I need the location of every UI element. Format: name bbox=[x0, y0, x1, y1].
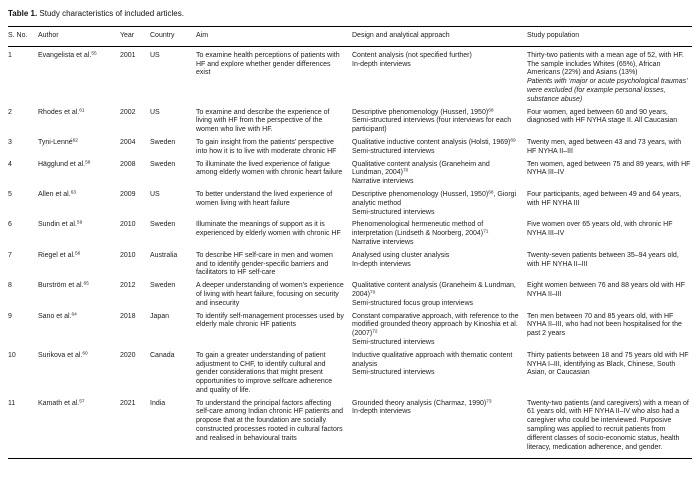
cell-country: Japan bbox=[150, 312, 170, 320]
cell-year: 2020 bbox=[120, 351, 136, 359]
study-population-text: Eight women between 76 and 88 years old with HF NYHA II–III bbox=[527, 282, 685, 298]
study-population-text: Four participants, aged between 49 and 64 years, with HF NYHA III bbox=[527, 190, 682, 207]
cell-study-population bbox=[527, 311, 692, 350]
cell-author: Hägglund et al.$^{58}$ bbox=[38, 160, 91, 168]
cell-design-approach: Qualitative content analysis (Graneheim and Lundman, 2004)$^{70}$ Narrative interviews bbox=[352, 160, 490, 186]
cell-design-approach: Qualitative inductive content analysis (Holsti, 1969)$^{69}$ Semi-structured interviews bbox=[352, 138, 516, 155]
cell-serial-number: 10 bbox=[8, 351, 16, 359]
cell-study-population bbox=[527, 137, 692, 159]
study-population-text: Five women over 65 years old, with chronic HF NYHA III–IV bbox=[527, 221, 673, 238]
cell-design-approach: Content analysis (not specified further) In-depth interviews bbox=[352, 51, 472, 68]
study-population-text: Thirty-two patients with a mean age of 52, with HF. The sample includes Whites (65%), African Americans (22%) and Asians (13%) bbox=[527, 51, 684, 77]
cell-year: 2021 bbox=[120, 399, 136, 407]
cell-country: Australia bbox=[150, 251, 178, 259]
cell-study-population bbox=[527, 219, 692, 249]
cell-study-population bbox=[527, 189, 692, 219]
cell-author: Surikova et al.$^{60}$ bbox=[38, 351, 88, 359]
study-population-text: Twenty men, aged between 43 and 73 years, with HF NYHA II–III bbox=[527, 138, 682, 155]
cell-country: Sweden bbox=[150, 282, 176, 290]
cell-country: India bbox=[150, 399, 166, 407]
col-header-year: Year bbox=[120, 27, 150, 47]
cell-study-population bbox=[527, 46, 692, 106]
study-population-text: Ten men between 70 and 85 years old, with HF NYHA II–III, who had not been hospitalised for the past 2 years bbox=[527, 312, 682, 338]
cell-serial-number: 9 bbox=[8, 312, 12, 320]
cell-year: 2010 bbox=[120, 221, 136, 229]
cell-year: 2010 bbox=[120, 251, 136, 259]
cell-country: US bbox=[150, 190, 160, 198]
cell-aim: To examine and describe the experience of living with HF from the perspective of the women who live with HF. bbox=[196, 108, 330, 134]
cell-serial-number: 2 bbox=[8, 108, 12, 116]
cell-year: 2008 bbox=[120, 160, 136, 168]
cell-serial-number: 11 bbox=[8, 399, 16, 407]
table-row bbox=[8, 137, 692, 159]
header-row bbox=[8, 27, 692, 47]
cell-design-approach: Qualitative content analysis (Graneheim & Lundman, 2004)$^{70}$ Semi-structured focus group interviews bbox=[352, 282, 516, 307]
cell-serial-number: 5 bbox=[8, 190, 12, 198]
col-header-population: Study population bbox=[527, 27, 692, 47]
study-characteristics-table bbox=[8, 26, 692, 459]
table-row bbox=[8, 398, 692, 459]
table-row bbox=[8, 350, 692, 398]
cell-design-approach: Constant comparative approach, with reference to the modified grounded theory approach by Kinoshia et al. $(2007)^{72}$ Semi-structured interviews bbox=[352, 312, 519, 346]
cell-country: Sweden bbox=[150, 160, 176, 168]
cell-study-population bbox=[527, 107, 692, 137]
cell-aim: To describe HF self-care in men and women and to identify gender-specific barriers and facilitators to HF self-care bbox=[196, 251, 333, 277]
cell-aim: To examine health perceptions of patients with HF and explore whether gender differences exist bbox=[196, 51, 340, 77]
cell-country: Sweden bbox=[150, 221, 176, 229]
table-row bbox=[8, 219, 692, 249]
cell-country: US bbox=[150, 108, 160, 116]
study-population-text: Thirty patients between 18 and 75 years old with HF NYHA I–III, identifying as Black, Chinese, South Asian, or Caucasian bbox=[527, 351, 689, 377]
study-population-text: Twenty-seven patients between 35–94 years old, with HF NYHA II–III bbox=[527, 251, 679, 268]
col-header-sno: S. No. bbox=[8, 27, 38, 47]
cell-aim: To illuminate the lived experience of fatigue among elderly women with chronic heart failure bbox=[196, 160, 343, 177]
col-header-country: Country bbox=[150, 27, 196, 47]
table-row bbox=[8, 250, 692, 280]
cell-aim: To gain insight from the patients’ perspective into how it is to live with moderate chronic HF bbox=[196, 138, 337, 155]
cell-aim: To better understand the lived experience of women living with heart failure bbox=[196, 190, 333, 207]
col-header-design: Design and analytical approach bbox=[352, 27, 527, 47]
cell-aim: A deeper understanding of women’s experience of living with heart failure, focusing on security and insecurity bbox=[196, 282, 344, 307]
table-row bbox=[8, 46, 692, 106]
cell-serial-number: 7 bbox=[8, 251, 12, 259]
cell-design-approach: Grounded theory analysis (Charmaz, 1990)$^{73}$ In-depth interviews bbox=[352, 399, 492, 416]
study-population-text: Ten women, aged between 75 and 89 years, with HF NYHA III–IV bbox=[527, 160, 691, 177]
study-population-text: Four women, aged between 60 and 90 years, diagnosed with HF NYHA stage II. All Caucasian bbox=[527, 108, 678, 125]
study-population-note: Patients with ‘major or acute psychological traumas’ were excluded (for example personal losses, substance abuse) bbox=[527, 78, 688, 103]
table-row bbox=[8, 189, 692, 219]
cell-study-population bbox=[527, 350, 692, 398]
col-header-author: Author bbox=[38, 27, 120, 47]
cell-author: Evangelista et al.$^{55}$ bbox=[38, 51, 97, 59]
cell-study-population bbox=[527, 280, 692, 310]
cell-year: 2018 bbox=[120, 312, 136, 320]
cell-author: Burström et al.$^{65}$ bbox=[38, 281, 89, 290]
cell-aim: To identify self-management processes used by elderly male chronic HF patients bbox=[196, 312, 344, 329]
cell-aim: To understand the principal factors affecting self-care among Indian chronic HF patients and propose that at the foundation are socially constructed processes rooted in cultural factors and realised in behavioural traits bbox=[196, 399, 344, 442]
cell-author: Kamath et al.$^{57}$ bbox=[38, 399, 85, 407]
cell-aim: To gain a greater understanding of patient adjustment to CHF, to identify cultural and gender considerations that might present opportunities to improve selfcare adherence and quality of life. bbox=[196, 351, 333, 394]
cell-study-population bbox=[527, 159, 692, 189]
cell-serial-number: 8 bbox=[8, 282, 12, 290]
table-row bbox=[8, 107, 692, 137]
cell-design-approach: Inductive qualitative approach with thematic content analysis Semi-structured interviews bbox=[352, 351, 513, 377]
table-row bbox=[8, 311, 692, 350]
cell-serial-number: 3 bbox=[8, 138, 12, 146]
cell-design-approach: Analysed using cluster analysis In-depth interviews bbox=[352, 251, 450, 268]
cell-design-approach: Descriptive phenomenology (Husserl, 1950)$^{68}$ Semi-structured interviews (four interviews for each participant) bbox=[352, 108, 512, 134]
cell-serial-number: 4 bbox=[8, 160, 12, 168]
cell-year: 2002 bbox=[120, 108, 136, 116]
table-body bbox=[8, 46, 692, 459]
table-row bbox=[8, 280, 692, 310]
table-title-label: Table 1. bbox=[8, 9, 38, 18]
study-population-text: Twenty-two patients (and caregivers) with a mean of 61 years old, with HF NYHA II–IV who also had a caregiver who could be interviewed. Purposive sampling was applied to recruit patients from different classes of socio-economic status, health literacy, medication adherence, and gender. bbox=[527, 399, 689, 451]
cell-author: Rhodes et al.$^{61}$ bbox=[38, 108, 85, 116]
cell-country: Canada bbox=[150, 351, 175, 359]
cell-year: 2004 bbox=[120, 138, 136, 146]
cell-author: Sundin et al.$^{59}$ bbox=[38, 220, 83, 229]
cell-serial-number: 1 bbox=[8, 51, 12, 59]
cell-country: US bbox=[150, 51, 160, 59]
table-title-text: Study characteristics of included articles. bbox=[37, 9, 184, 18]
cell-author: Riegel et al.$^{56}$ bbox=[38, 251, 81, 259]
cell-design-approach: Phenomenological hermeneutic method of interpretation (Lindseth & Noorberg, 2004)$^{71}$ Narrative interviews bbox=[352, 221, 489, 246]
cell-study-population bbox=[527, 398, 692, 459]
cell-country: Sweden bbox=[150, 138, 176, 146]
col-header-aim: Aim bbox=[196, 27, 352, 47]
cell-design-approach: Descriptive phenomenology (Husserl, 1950)$^{68}$, Giorgi analytic method Semi-structured interviews bbox=[352, 190, 517, 216]
cell-serial-number: 6 bbox=[8, 221, 12, 229]
cell-author: Tyni-Lenné$^{62}$ bbox=[38, 138, 78, 146]
table-title bbox=[8, 9, 692, 19]
cell-author: Sano et al.$^{64}$ bbox=[38, 312, 77, 320]
cell-year: 2001 bbox=[120, 51, 136, 59]
cell-study-population bbox=[527, 250, 692, 280]
cell-year: 2009 bbox=[120, 190, 136, 198]
table-row bbox=[8, 159, 692, 189]
cell-aim: Illuminate the meanings of support as it is experienced by elderly women with chronic HF bbox=[196, 221, 341, 238]
cell-year: 2012 bbox=[120, 282, 136, 290]
cell-author: Allen et al.$^{63}$ bbox=[38, 190, 77, 198]
